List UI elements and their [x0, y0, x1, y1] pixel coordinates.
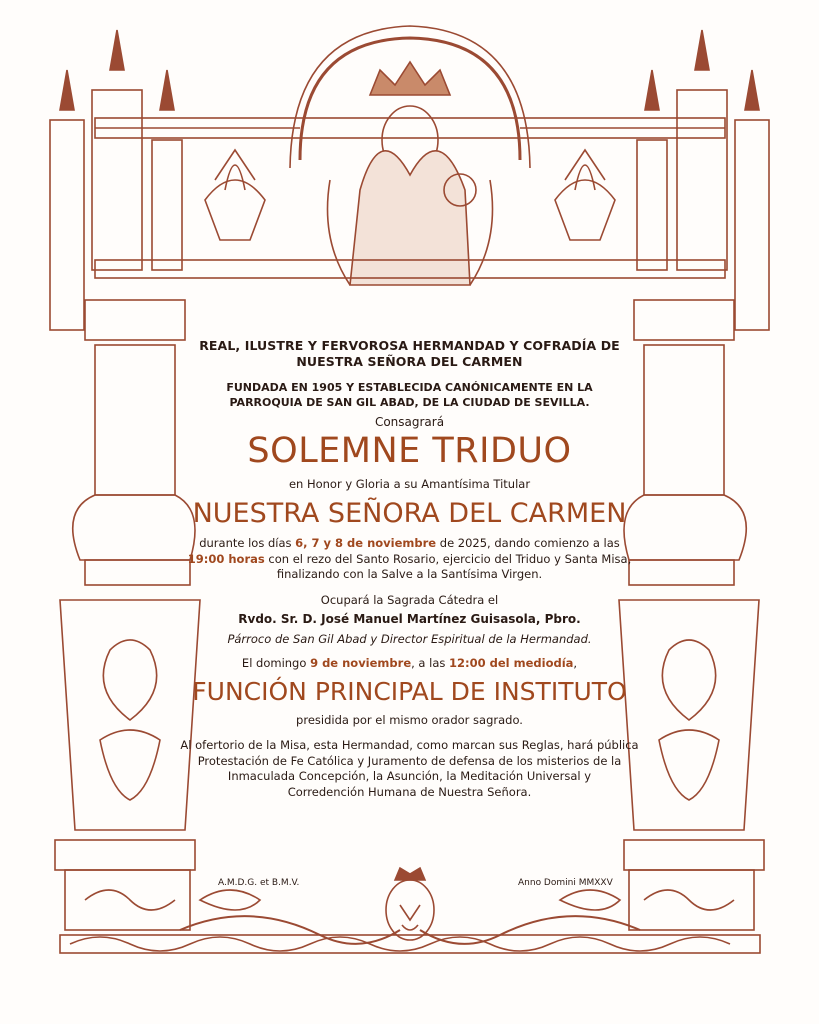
ofertorio-line2: Protestación de Fe Católica y Juramento de defensa de los misterios de la — [197, 753, 622, 768]
preacher-role: Párroco de San Gil Abad y Director Espiritual de la Hermandad. — [227, 631, 592, 646]
sunday-line — [180, 656, 639, 672]
footer-anno-domini: Anno Domini MMXXV — [518, 878, 613, 888]
brotherhood-name-line1: REAL, ILUSTRE Y FERVOROSA HERMANDAD Y COFRADÍA DE — [199, 338, 620, 353]
ofertorio-line1: Al ofertorio de la Misa, esta Hermandad, como marcan sus Reglas, hará pública — [180, 738, 639, 752]
presided-text: presidida por el mismo orador sagrado. — [296, 713, 523, 727]
brotherhood-name-line2: NUESTRA SEÑORA DEL CARMEN — [296, 354, 523, 369]
ending-text: finalizando con la Salve a la Santísima Virgen. — [276, 567, 543, 581]
founded-line2: PARROQUIA DE SAN GIL ABAD, DE LA CIUDAD DE SEVILLA. — [229, 396, 590, 409]
triduo-title: SOLEMNE TRIDUO — [247, 431, 572, 471]
consagrara-text: Consagrará — [374, 415, 445, 429]
dates-paragraph — [180, 536, 639, 583]
days-prefix: durante los días — [199, 536, 296, 550]
preacher-name: Rvdo. Sr. D. José Manuel Martínez Guisasola, Pbro. — [238, 611, 581, 626]
footer-amdg: A.M.D.G. et B.M.V. — [218, 878, 300, 888]
hour-suffix: con el rezo del Santo Rosario, ejercicio del Triduo y Santa Misa, — [264, 551, 632, 566]
announcement-text — [180, 338, 639, 800]
days-highlight: 6, 7 y 8 de noviembre — [295, 536, 437, 550]
hour-highlight: 19:00 horas — [187, 551, 265, 566]
catedra-text: Ocupará la Sagrada Cátedra el — [320, 592, 499, 607]
sunday-prefix: El domingo — [241, 655, 311, 670]
sunday-date: 9 de noviembre — [310, 655, 412, 670]
funcion-title: FUNCIÓN PRINCIPAL DE INSTITUTO — [192, 677, 627, 706]
ofertorio-paragraph — [180, 738, 639, 800]
founded-line1: FUNDADA EN 1905 Y ESTABLECIDA CANÓNICAMENTE EN LA — [226, 381, 593, 394]
honor-text: en Honor y Gloria a su Amantísima Titular — [288, 477, 531, 491]
sunday-mid: , a las — [411, 655, 450, 670]
sunday-suffix: , — [573, 655, 578, 670]
titular-title: NUESTRA SEÑORA DEL CARMEN — [192, 498, 627, 529]
ofertorio-line3: Inmaculada Concepción, la Asunción, la Meditación Universal y — [227, 769, 592, 783]
ofertorio-line4: Corredención Humana de Nuestra Señora. — [287, 784, 532, 799]
days-suffix: de 2025, dando comienzo a las — [436, 536, 620, 550]
noon-time: 12:00 del mediodía — [449, 655, 574, 670]
